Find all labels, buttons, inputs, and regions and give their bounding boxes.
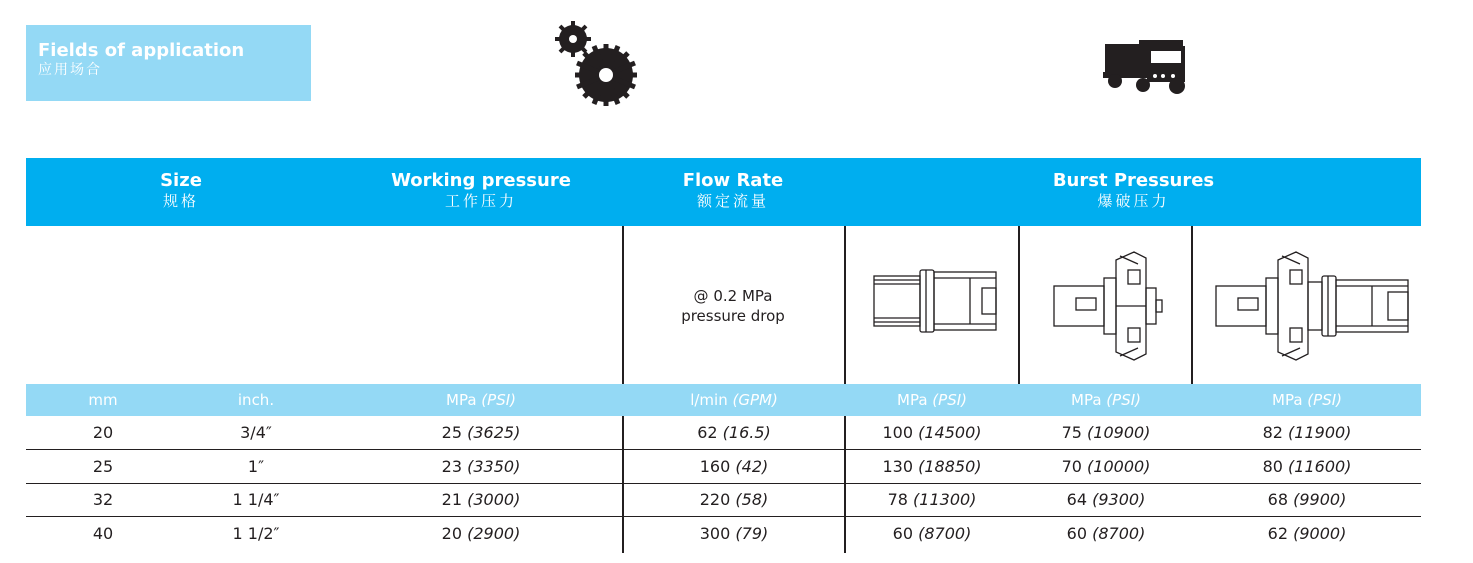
cell-b3	[1193, 423, 1421, 442]
units-row	[26, 384, 1421, 416]
table-row	[26, 416, 1421, 450]
unit-burst3-b: (PSI)	[1307, 391, 1342, 409]
fields-title: Fields of application	[38, 40, 245, 61]
cell-value: 300	[699, 523, 731, 543]
unit-burst3-a: MPa	[1272, 391, 1303, 409]
cell-value: 1 1/2″	[232, 523, 280, 543]
cell-wp	[326, 524, 636, 543]
cell-value: 68	[1267, 490, 1289, 509]
fields-of-application-box	[26, 25, 311, 101]
divider	[1191, 226, 1193, 384]
cell-value: 60	[1066, 523, 1088, 543]
fitting-image-row	[26, 226, 1421, 384]
valve-fitting-icon	[1050, 248, 1180, 364]
cell-flow	[624, 457, 844, 476]
cell-value: 160	[699, 456, 731, 476]
cell-secondary-value: (11600)	[1288, 456, 1352, 476]
cell-value: 32	[92, 490, 114, 509]
cell-mm	[48, 423, 158, 442]
header-flow-rate	[624, 170, 842, 211]
cell-wp	[326, 423, 636, 442]
cell-value: 64	[1066, 490, 1088, 509]
cell-value: 80	[1262, 456, 1283, 476]
cell-value: 23	[441, 456, 463, 476]
flow-note-line1: @ 0.2 MPa	[693, 287, 773, 305]
cell-value: 1 1/4″	[232, 490, 280, 509]
cell-b2	[1020, 457, 1192, 476]
cell-value: 1″	[247, 456, 265, 476]
flow-rate-note	[624, 286, 842, 326]
unit-burst2-a: MPa	[1071, 391, 1102, 409]
cell-b1	[846, 490, 1018, 509]
header-flow-en: Flow Rate	[682, 170, 784, 191]
cell-secondary-value: (16.5)	[722, 423, 771, 442]
cell-inch	[186, 423, 326, 442]
cell-secondary-value: (8700)	[1092, 523, 1146, 543]
cell-b3	[1193, 457, 1421, 476]
cell-b1	[846, 457, 1018, 476]
cell-inch	[186, 490, 326, 509]
cell-value: 82	[1262, 423, 1283, 442]
cell-value: 25	[441, 423, 463, 442]
cell-secondary-value: (79)	[735, 523, 769, 543]
cell-flow	[624, 423, 844, 442]
cell-value: 3/4″	[240, 423, 272, 442]
unit-burst2	[1020, 391, 1192, 409]
fields-subtitle: 应用场合	[38, 62, 102, 78]
cell-inch	[186, 457, 326, 476]
truck-icon	[1103, 40, 1187, 96]
unit-burst1	[846, 391, 1018, 409]
cell-secondary-value: (2900)	[467, 523, 521, 543]
unit-working-b: (PSI)	[481, 391, 516, 409]
gears-icon	[553, 20, 639, 110]
cell-secondary-value: (11300)	[913, 490, 977, 509]
header-working-pressure	[316, 170, 646, 211]
cell-value: 60	[892, 523, 914, 543]
divider	[844, 226, 846, 384]
cell-secondary-value: (3000)	[467, 490, 521, 509]
cell-value: 62	[697, 423, 718, 442]
cell-flow	[624, 490, 844, 509]
unit-inch: inch.	[237, 391, 275, 409]
cell-b2	[1020, 524, 1192, 543]
unit-mm: mm	[88, 391, 118, 409]
unit-burst1-a: MPa	[897, 391, 928, 409]
cell-value: 75	[1061, 423, 1082, 442]
table-row	[26, 517, 1421, 550]
cell-secondary-value: (58)	[735, 490, 769, 509]
unit-working	[326, 391, 636, 409]
header-size	[26, 170, 336, 211]
flow-note-line2: pressure drop	[681, 307, 785, 325]
cell-value: 21	[441, 490, 463, 509]
header-burst-pressures	[846, 170, 1421, 211]
cell-value: 25	[92, 456, 114, 476]
cell-secondary-value: (10900)	[1087, 423, 1151, 442]
cell-value: 100	[882, 423, 914, 442]
cell-secondary-value: (11900)	[1288, 423, 1352, 442]
cell-wp	[326, 490, 636, 509]
cell-value: 62	[1267, 523, 1289, 543]
cell-value: 70	[1061, 456, 1082, 476]
cell-mm	[48, 490, 158, 509]
cell-b1	[846, 524, 1018, 543]
cell-b3	[1193, 490, 1421, 509]
cell-secondary-value: (3625)	[467, 423, 521, 442]
cell-wp	[326, 457, 636, 476]
header-burst-zh: 爆破压力	[1097, 192, 1170, 210]
cell-secondary-value: (9000)	[1293, 523, 1347, 543]
unit-flow	[624, 391, 844, 409]
cell-value: 40	[92, 523, 114, 543]
cell-b2	[1020, 490, 1192, 509]
header-size-zh: 规格	[162, 192, 199, 210]
cell-value: 78	[887, 490, 908, 509]
cell-mm	[48, 457, 158, 476]
cell-secondary-value: (3350)	[467, 456, 521, 476]
cell-b1	[846, 423, 1018, 442]
cell-secondary-value: (14500)	[918, 423, 982, 442]
divider	[1018, 226, 1020, 384]
header-working-zh: 工作压力	[444, 192, 517, 210]
header-flow-zh: 额定流量	[696, 192, 769, 210]
header-burst-en: Burst Pressures	[1052, 170, 1215, 191]
cell-inch	[186, 524, 326, 543]
cell-value: 130	[882, 456, 914, 476]
unit-flow-b: (GPM)	[732, 391, 778, 409]
cell-secondary-value: (9900)	[1293, 490, 1347, 509]
header-working-en: Working pressure	[391, 170, 571, 191]
cell-secondary-value: (18850)	[918, 456, 982, 476]
cell-secondary-value: (8700)	[918, 523, 972, 543]
cell-mm	[48, 524, 158, 543]
unit-flow-a: l/min	[690, 391, 728, 409]
specification-table	[26, 158, 1421, 553]
cell-b3	[1193, 524, 1421, 543]
table-row	[26, 483, 1421, 517]
unit-working-a: MPa	[446, 391, 477, 409]
cell-secondary-value: (42)	[735, 456, 769, 476]
cell-value: 20	[92, 423, 114, 442]
header-size-en: Size	[160, 170, 202, 191]
table-header	[26, 158, 1421, 226]
unit-burst3	[1193, 391, 1421, 409]
valve-coupler-assembly-icon	[1212, 248, 1412, 364]
cell-secondary-value: (9300)	[1092, 490, 1146, 509]
cell-secondary-value: (10000)	[1087, 456, 1151, 476]
cell-b2	[1020, 423, 1192, 442]
cell-flow	[624, 524, 844, 543]
unit-burst1-b: (PSI)	[932, 391, 967, 409]
table-row	[26, 450, 1421, 484]
cell-value: 20	[441, 523, 463, 543]
coupler-fitting-icon	[870, 266, 1000, 336]
unit-burst2-b: (PSI)	[1106, 391, 1141, 409]
cell-value: 220	[699, 490, 731, 509]
